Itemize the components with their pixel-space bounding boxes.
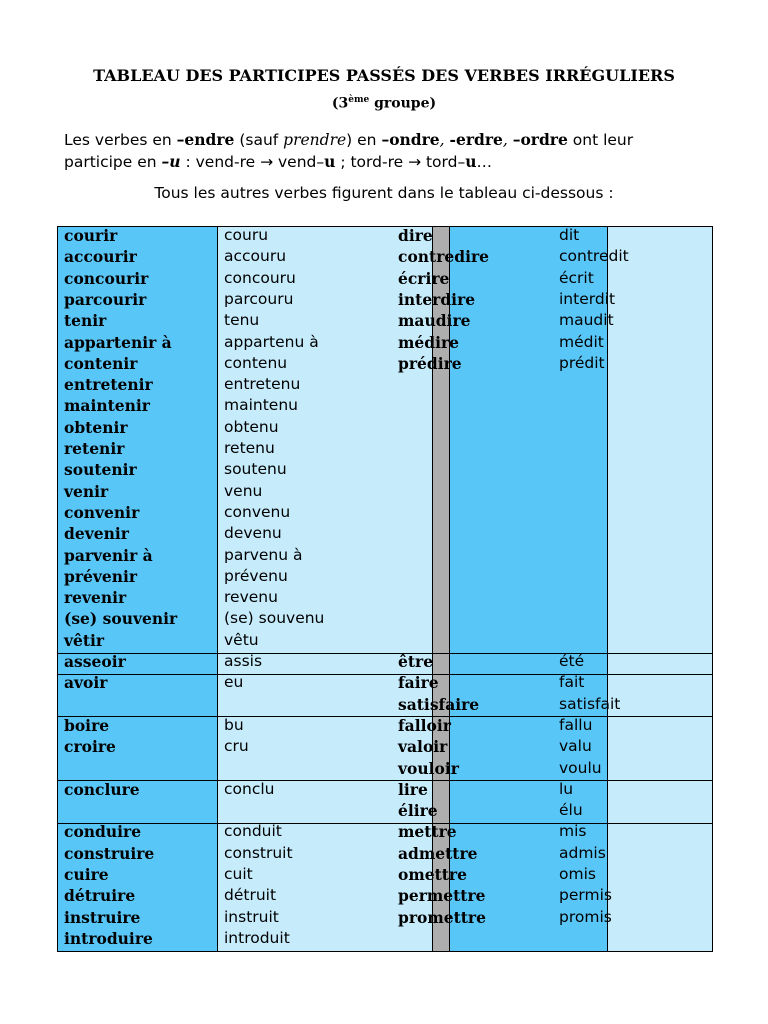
left-verb-cell: conduire [64, 822, 142, 842]
right-participle-cell: maudit [559, 311, 614, 330]
left-verb-cell: conclure [64, 779, 140, 799]
right-participle-column [608, 227, 712, 951]
left-verb-cell: parvenir à [64, 545, 153, 565]
left-participle-cell: vêtu [224, 630, 259, 649]
right-participle-cell: élu [559, 801, 583, 820]
left-verb-cell: retenir [64, 439, 125, 458]
left-participle-cell: revenu [224, 588, 278, 607]
left-participle-cell: parcouru [224, 289, 294, 308]
left-participle-cell: bu [224, 715, 244, 734]
right-verb-cell: être [398, 652, 434, 671]
right-verb-cell: permettre [398, 886, 486, 906]
right-participle-cell: prédit [559, 353, 605, 372]
right-participle-cell: interdit [559, 289, 616, 308]
left-verb-cell: détruire [64, 886, 136, 906]
right-participle-cell: mis [559, 822, 587, 841]
right-participle-cell: dit [559, 226, 580, 244]
left-verb-cell: cuire [64, 865, 109, 884]
right-participle-cell: été [559, 652, 585, 670]
right-participle-cell: contredit [559, 247, 629, 266]
verb-table [57, 226, 713, 952]
right-verb-cell: prédire [398, 353, 462, 373]
right-verb-cell: élire [398, 801, 438, 821]
left-verb-cell: devenir [64, 524, 129, 544]
right-verb-cell: dire [398, 226, 433, 245]
right-verb-cell: satisfaire [398, 694, 480, 714]
page-title: TABLEAU DES PARTICIPES PASSÉS DES VERBES IRRÉGULIERS [93, 66, 675, 85]
right-participle-cell: promis [559, 907, 612, 926]
right-verb-cell: promettre [398, 907, 486, 927]
right-verb-cell: falloir [398, 715, 451, 735]
left-participle-cell: conclu [224, 779, 275, 798]
right-participle-cell: satisfait [559, 694, 621, 713]
left-verb-cell: obtenir [64, 417, 128, 437]
left-verb-cell: contenir [64, 353, 138, 373]
left-participle-cell: couru [224, 226, 269, 244]
left-participle-cell: devenu [224, 524, 282, 543]
right-verb-cell: admettre [398, 843, 478, 863]
left-participle-cell: cuit [224, 865, 253, 883]
right-participle-cell: lu [559, 779, 574, 798]
left-verb-cell: introduire [64, 928, 153, 948]
left-participle-cell: venu [224, 481, 263, 500]
left-verb-cell: vêtir [64, 630, 105, 650]
left-verb-cell: appartenir à [64, 332, 172, 352]
left-verb-cell: convenir [64, 502, 140, 522]
right-verb-cell: écrire [398, 268, 450, 288]
right-participle-cell: voulu [559, 758, 602, 777]
right-verb-cell: contredire [398, 247, 489, 267]
left-participle-cell: appartenu à [224, 332, 319, 351]
left-verb-cell: (se) souvenir [64, 609, 178, 629]
left-participle-cell: construit [224, 843, 293, 862]
group-divider [58, 716, 712, 717]
left-participle-cell: instruit [224, 907, 279, 926]
table-intro-note: Tous les autres verbes figurent dans le tableau ci-dessous : [154, 184, 614, 202]
right-verb-cell: valoir [398, 737, 448, 757]
intro-paragraph: Les verbes en –endre (sauf prendre) en –ondre, -erdre, –ordre ont leur participe en –u : vend-re → vend–u ; tord-re → tord–u… [64, 130, 634, 171]
left-verb-cell: instruire [64, 907, 141, 927]
left-verb-cell: venir [64, 481, 109, 501]
left-verb-cell: accourir [64, 247, 137, 267]
left-participle-cell: introduit [224, 928, 290, 947]
right-participle-cell: omis [559, 865, 596, 883]
right-participle-cell: fait [559, 673, 585, 692]
left-verb-cell: boire [64, 715, 110, 735]
right-verb-cell: médire [398, 332, 460, 352]
left-verb-cell: asseoir [64, 652, 126, 671]
right-participle-cell: fallu [559, 715, 593, 734]
left-participle-cell: tenu [224, 311, 260, 330]
left-participle-cell: accouru [224, 247, 287, 266]
left-verb-cell: tenir [64, 311, 107, 331]
right-participle-cell: écrit [559, 268, 594, 287]
right-verb-cell: lire [398, 779, 428, 799]
left-verb-cell: maintenir [64, 396, 150, 416]
left-participle-cell: assis [224, 652, 263, 670]
right-verb-cell: vouloir [398, 758, 459, 778]
right-verb-cell: omettre [398, 865, 467, 884]
right-participle-cell: permis [559, 886, 612, 905]
left-participle-cell: maintenu [224, 396, 298, 415]
left-verb-cell: revenir [64, 588, 127, 608]
right-verb-cell: interdire [398, 289, 476, 309]
left-participle-cell: conduit [224, 822, 282, 841]
left-participle-cell: parvenu à [224, 545, 303, 564]
left-verb-cell: croire [64, 737, 116, 757]
right-participle-cell: médit [559, 332, 604, 351]
left-participle-cell: obtenu [224, 417, 279, 436]
left-participle-cell: concouru [224, 268, 296, 287]
group-divider [58, 653, 712, 654]
left-verb-cell: parcourir [64, 289, 147, 309]
left-participle-cell: cru [224, 737, 249, 756]
left-verb-cell: courir [64, 226, 118, 245]
left-participle-cell: détruit [224, 886, 277, 905]
left-participle-cell: prévenu [224, 566, 288, 585]
left-participle-cell: (se) souvenu [224, 609, 325, 628]
group-divider [58, 823, 712, 824]
right-verb-cell: faire [398, 673, 439, 693]
right-participle-cell: valu [559, 737, 592, 756]
page-subtitle: (3ème groupe) [331, 95, 437, 112]
left-participle-cell: contenu [224, 353, 288, 372]
left-verb-cell: entretenir [64, 375, 153, 395]
left-verb-cell: concourir [64, 268, 149, 288]
left-participle-cell: eu [224, 673, 244, 692]
left-participle-cell: entretenu [224, 375, 301, 394]
left-participle-cell: soutenu [224, 460, 287, 479]
left-verb-cell: construire [64, 843, 155, 863]
group-divider [58, 780, 712, 781]
right-participle-cell: admis [559, 843, 606, 862]
group-divider [58, 674, 712, 675]
left-verb-cell: soutenir [64, 460, 137, 480]
right-verb-cell: mettre [398, 822, 457, 842]
right-verb-cell: maudire [398, 311, 471, 331]
left-verb-cell: prévenir [64, 566, 138, 586]
left-verb-cell: avoir [64, 673, 108, 693]
left-participle-cell: retenu [224, 439, 275, 457]
left-participle-cell: convenu [224, 502, 291, 521]
